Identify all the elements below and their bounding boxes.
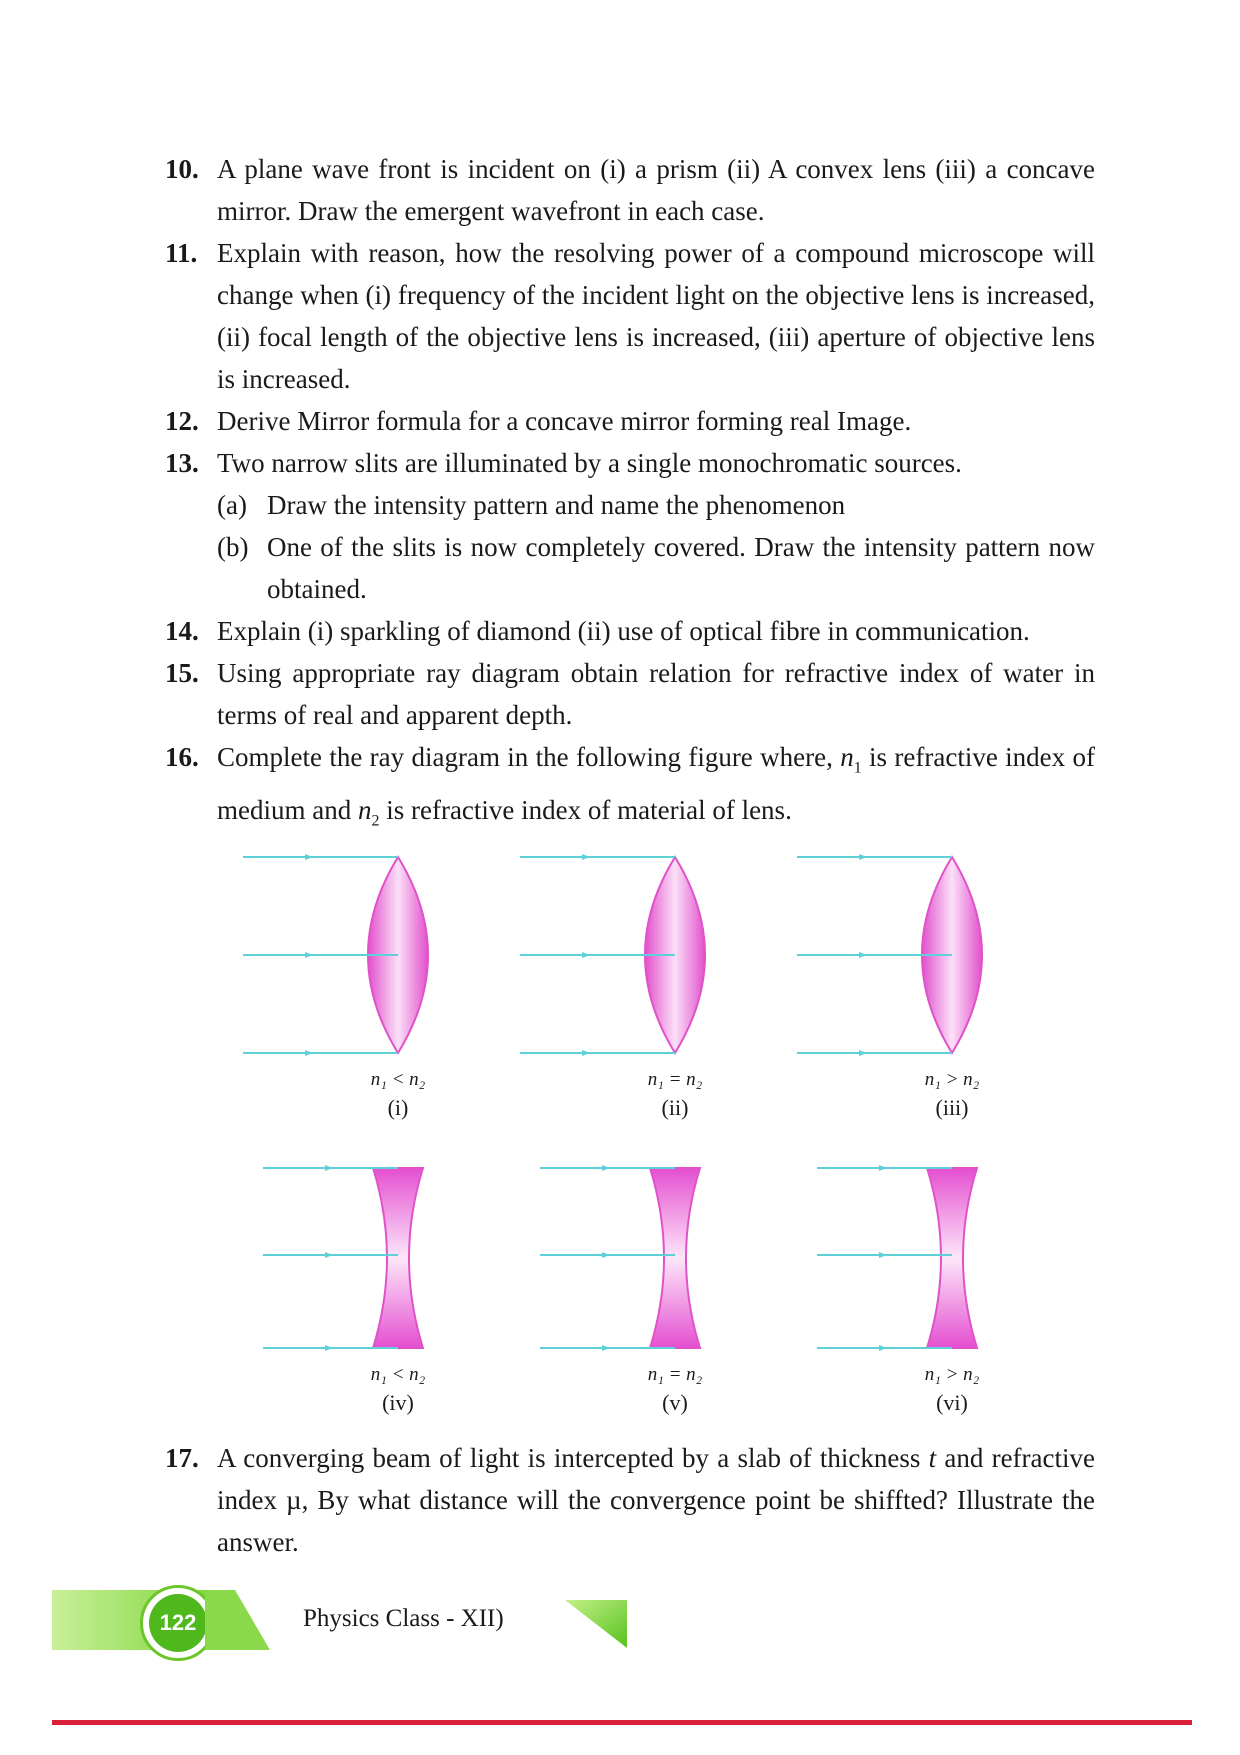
question-number: 11. — [165, 238, 198, 268]
lens-diagram-2 — [520, 854, 705, 1120]
concave-lens — [927, 1168, 977, 1348]
question-text: A plane wave front is incident on (i) a prism (ii) A convex lens (iii) a concave mirror. Draw the emergent wavefront in each case. — [217, 154, 1095, 226]
ray-arrow-icon — [305, 1050, 313, 1056]
figure-label: (iv) — [382, 1390, 414, 1415]
ray-arrow-icon — [305, 952, 313, 958]
question-text: Explain (i) sparkling of diamond (ii) use of optical fibre in communication. — [217, 616, 1030, 646]
question-number: 12. — [165, 406, 199, 436]
question-number: 10. — [165, 154, 199, 184]
ray-arrow-icon — [879, 1252, 887, 1258]
ray-arrow-icon — [582, 1050, 590, 1056]
ray-arrow-icon — [325, 1345, 333, 1351]
figure-label: (vi) — [936, 1390, 968, 1415]
symbol-n: n — [840, 742, 854, 772]
ray-arrow-icon — [602, 1345, 610, 1351]
ray-arrow-icon — [325, 1252, 333, 1258]
ray-arrow-icon — [582, 854, 590, 860]
ray-arrow-icon — [602, 1252, 610, 1258]
figure-label: (ii) — [661, 1095, 689, 1120]
ray-arrow-icon — [325, 1165, 333, 1171]
symbol-t: t — [928, 1443, 937, 1473]
footer-rule — [52, 1720, 1192, 1725]
refractive-index-relation: n₁ < n₂ — [370, 1069, 426, 1090]
ray-arrow-icon — [305, 854, 313, 860]
figure-label: (iii) — [935, 1095, 969, 1120]
figure-label: (v) — [662, 1390, 688, 1415]
lens-diagram-5 — [540, 1165, 703, 1415]
refractive-index-relation: n₁ < n₂ — [370, 1364, 426, 1385]
ray-arrow-icon — [879, 1165, 887, 1171]
ray-arrow-icon — [859, 952, 867, 958]
footer-title: Physics Class - XII) — [303, 1605, 504, 1632]
ray-arrow-icon — [602, 1165, 610, 1171]
ray-arrow-icon — [582, 952, 590, 958]
question-number: 16. — [165, 742, 199, 772]
refractive-index-relation: n₁ > n₂ — [924, 1069, 980, 1090]
question-number: 14. — [165, 616, 199, 646]
refractive-index-relation: n₁ = n₂ — [647, 1069, 703, 1090]
concave-lens — [650, 1168, 700, 1348]
lens-diagram-4 — [263, 1165, 426, 1415]
part-text: Draw the intensity pattern and name the phenomenon — [267, 490, 846, 520]
page-number: 122 — [149, 1594, 207, 1652]
question-text: Derive Mirror formula for a concave mirror forming real Image. — [217, 406, 912, 436]
refractive-index-relation: n₁ = n₂ — [647, 1364, 703, 1385]
question-text: Two narrow slits are illuminated by a single monochromatic sources. — [217, 448, 962, 478]
footer-wedge — [205, 1590, 275, 1650]
footer-triangle-icon — [565, 1598, 635, 1653]
part-label: (a) — [217, 490, 247, 520]
part-text: One of the slits is now completely covered. Draw the intensity pattern now obtained. — [267, 532, 1095, 604]
subscript: 1 — [853, 759, 862, 777]
question-17 — [165, 1437, 1095, 1563]
part-label: (b) — [217, 532, 249, 562]
ray-arrow-icon — [859, 854, 867, 860]
ray-arrow-icon — [859, 1050, 867, 1056]
question-text: A converging beam of light is intercepted by a slab of thickness t and refractive index µ, By what distance will the convergence point be shiffted? Illustrate the answer. — [217, 1443, 1095, 1557]
concave-lens — [373, 1168, 423, 1348]
lens-diagram-6 — [817, 1165, 980, 1415]
lens-diagram-1 — [243, 854, 428, 1120]
refractive-index-relation: n₁ > n₂ — [924, 1364, 980, 1385]
lens-diagram-3 — [797, 854, 982, 1120]
question-text: Using appropriate ray diagram obtain relation for refractive index of water in terms of real and apparent depth. — [217, 658, 1095, 730]
question-text: Explain with reason, how the resolving power of a compound microscope will change when (i) frequency of the incident light on the objective lens is increased, (ii) focal length of the objective lens is increased, (iii) aperture of objective lens is increased. — [217, 238, 1095, 394]
symbol-n: n — [357, 795, 372, 826]
question-number: 17. — [165, 1443, 199, 1473]
question-text: Complete the ray diagram in the following figure where, $n_1$ is refractive index of medium and $n_2$ is refractive index of material of lens. — [217, 742, 1095, 830]
subscript: 2 — [371, 812, 380, 830]
question-number: 15. — [165, 658, 199, 688]
question-number: 13. — [165, 448, 199, 478]
figure-label: (i) — [387, 1095, 409, 1120]
ray-arrow-icon — [879, 1345, 887, 1351]
